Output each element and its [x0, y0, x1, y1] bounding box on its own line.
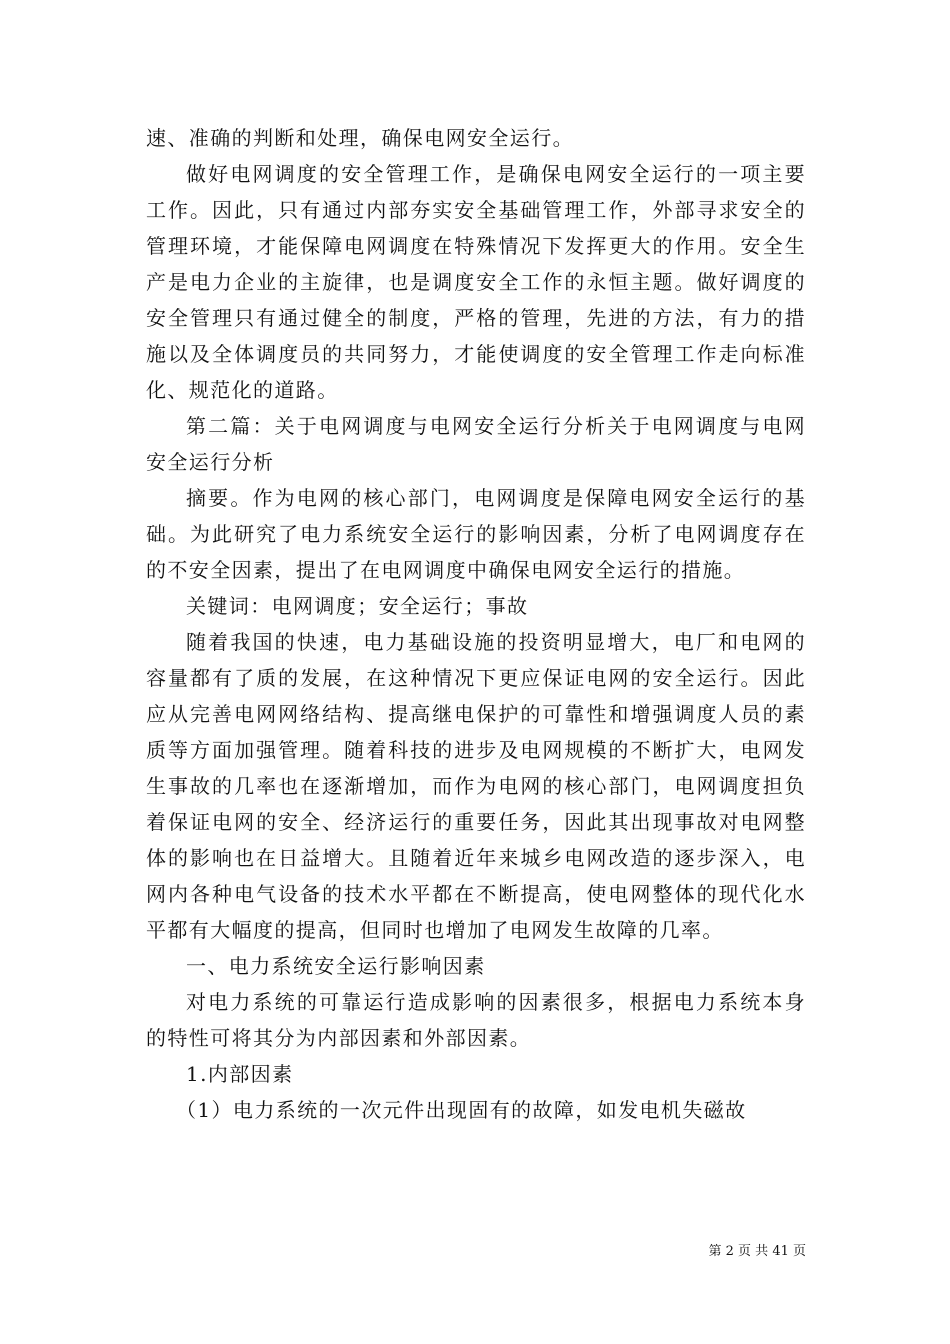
paragraph-factor-overview: 对电力系统的可靠运行造成影响的因素很多，根据电力系统本身的特性可将其分为内部因素和外部因素。	[146, 990, 806, 1050]
heading-influence-factors: 一、电力系统安全运行影响因素	[186, 954, 486, 978]
body-text	[146, 120, 806, 1128]
paragraph-item-one: （1）电力系统的一次元件出现固有的故障，如发电机失磁故	[176, 1098, 747, 1122]
paragraph-abstract: 摘要。作为电网的核心部门，电网调度是保障电网安全运行的基础。为此研究了电力系统安全运行的影响因素，分析了电网调度存在的不安全因素，提出了在电网调度中确保电网安全运行的措施。	[146, 486, 806, 582]
heading-internal-factors: 1.内部因素	[186, 1062, 294, 1086]
paragraph-continuation: 速、准确的判断和处理，确保电网安全运行。	[146, 126, 574, 150]
paragraph-introduction: 随着我国的快速，电力基础设施的投资明显增大，电厂和电网的容量都有了质的发展，在这种情况下更应保证电网的安全运行。因此应从完善电网网络结构、提高继电保护的可靠性和增强调度人员的素质等方面加强管理。随着科技的进步及电网规模的不断扩大，电网发生事故的几率也在逐渐增加，而作为电网的核心部门，电网调度担负着保证电网的安全、经济运行的重要任务，因此其出现事故对电网整体的影响也在日益增大。且随着近年来城乡电网改造的逐步深入，电网内各种电气设备的技术水平都在不断提高，使电网整体的现代化水平都有大幅度的提高，但同时也增加了电网发生故障的几率。	[146, 630, 806, 942]
paragraph-safety-management: 做好电网调度的安全管理工作，是确保电网安全运行的一项主要工作。因此，只有通过内部夯实安全基础管理工作，外部寻求安全的管理环境，才能保障电网调度在特殊情况下发挥更大的作用。安全生产是电力企业的主旋律，也是调度安全工作的永恒主题。做好调度的安全管理只有通过健全的制度，严格的管理，先进的方法，有力的措施以及全体调度员的共同努力，才能使调度的安全管理工作走向标准化、规范化的道路。	[146, 162, 806, 402]
page-number-footer: 第 2 页 共 41 页	[708, 1244, 806, 1259]
section-heading-part-two: 第二篇：关于电网调度与电网安全运行分析关于电网调度与电网安全运行分析	[146, 414, 806, 474]
paragraph-keywords: 关键词：电网调度；安全运行；事故	[186, 594, 529, 618]
